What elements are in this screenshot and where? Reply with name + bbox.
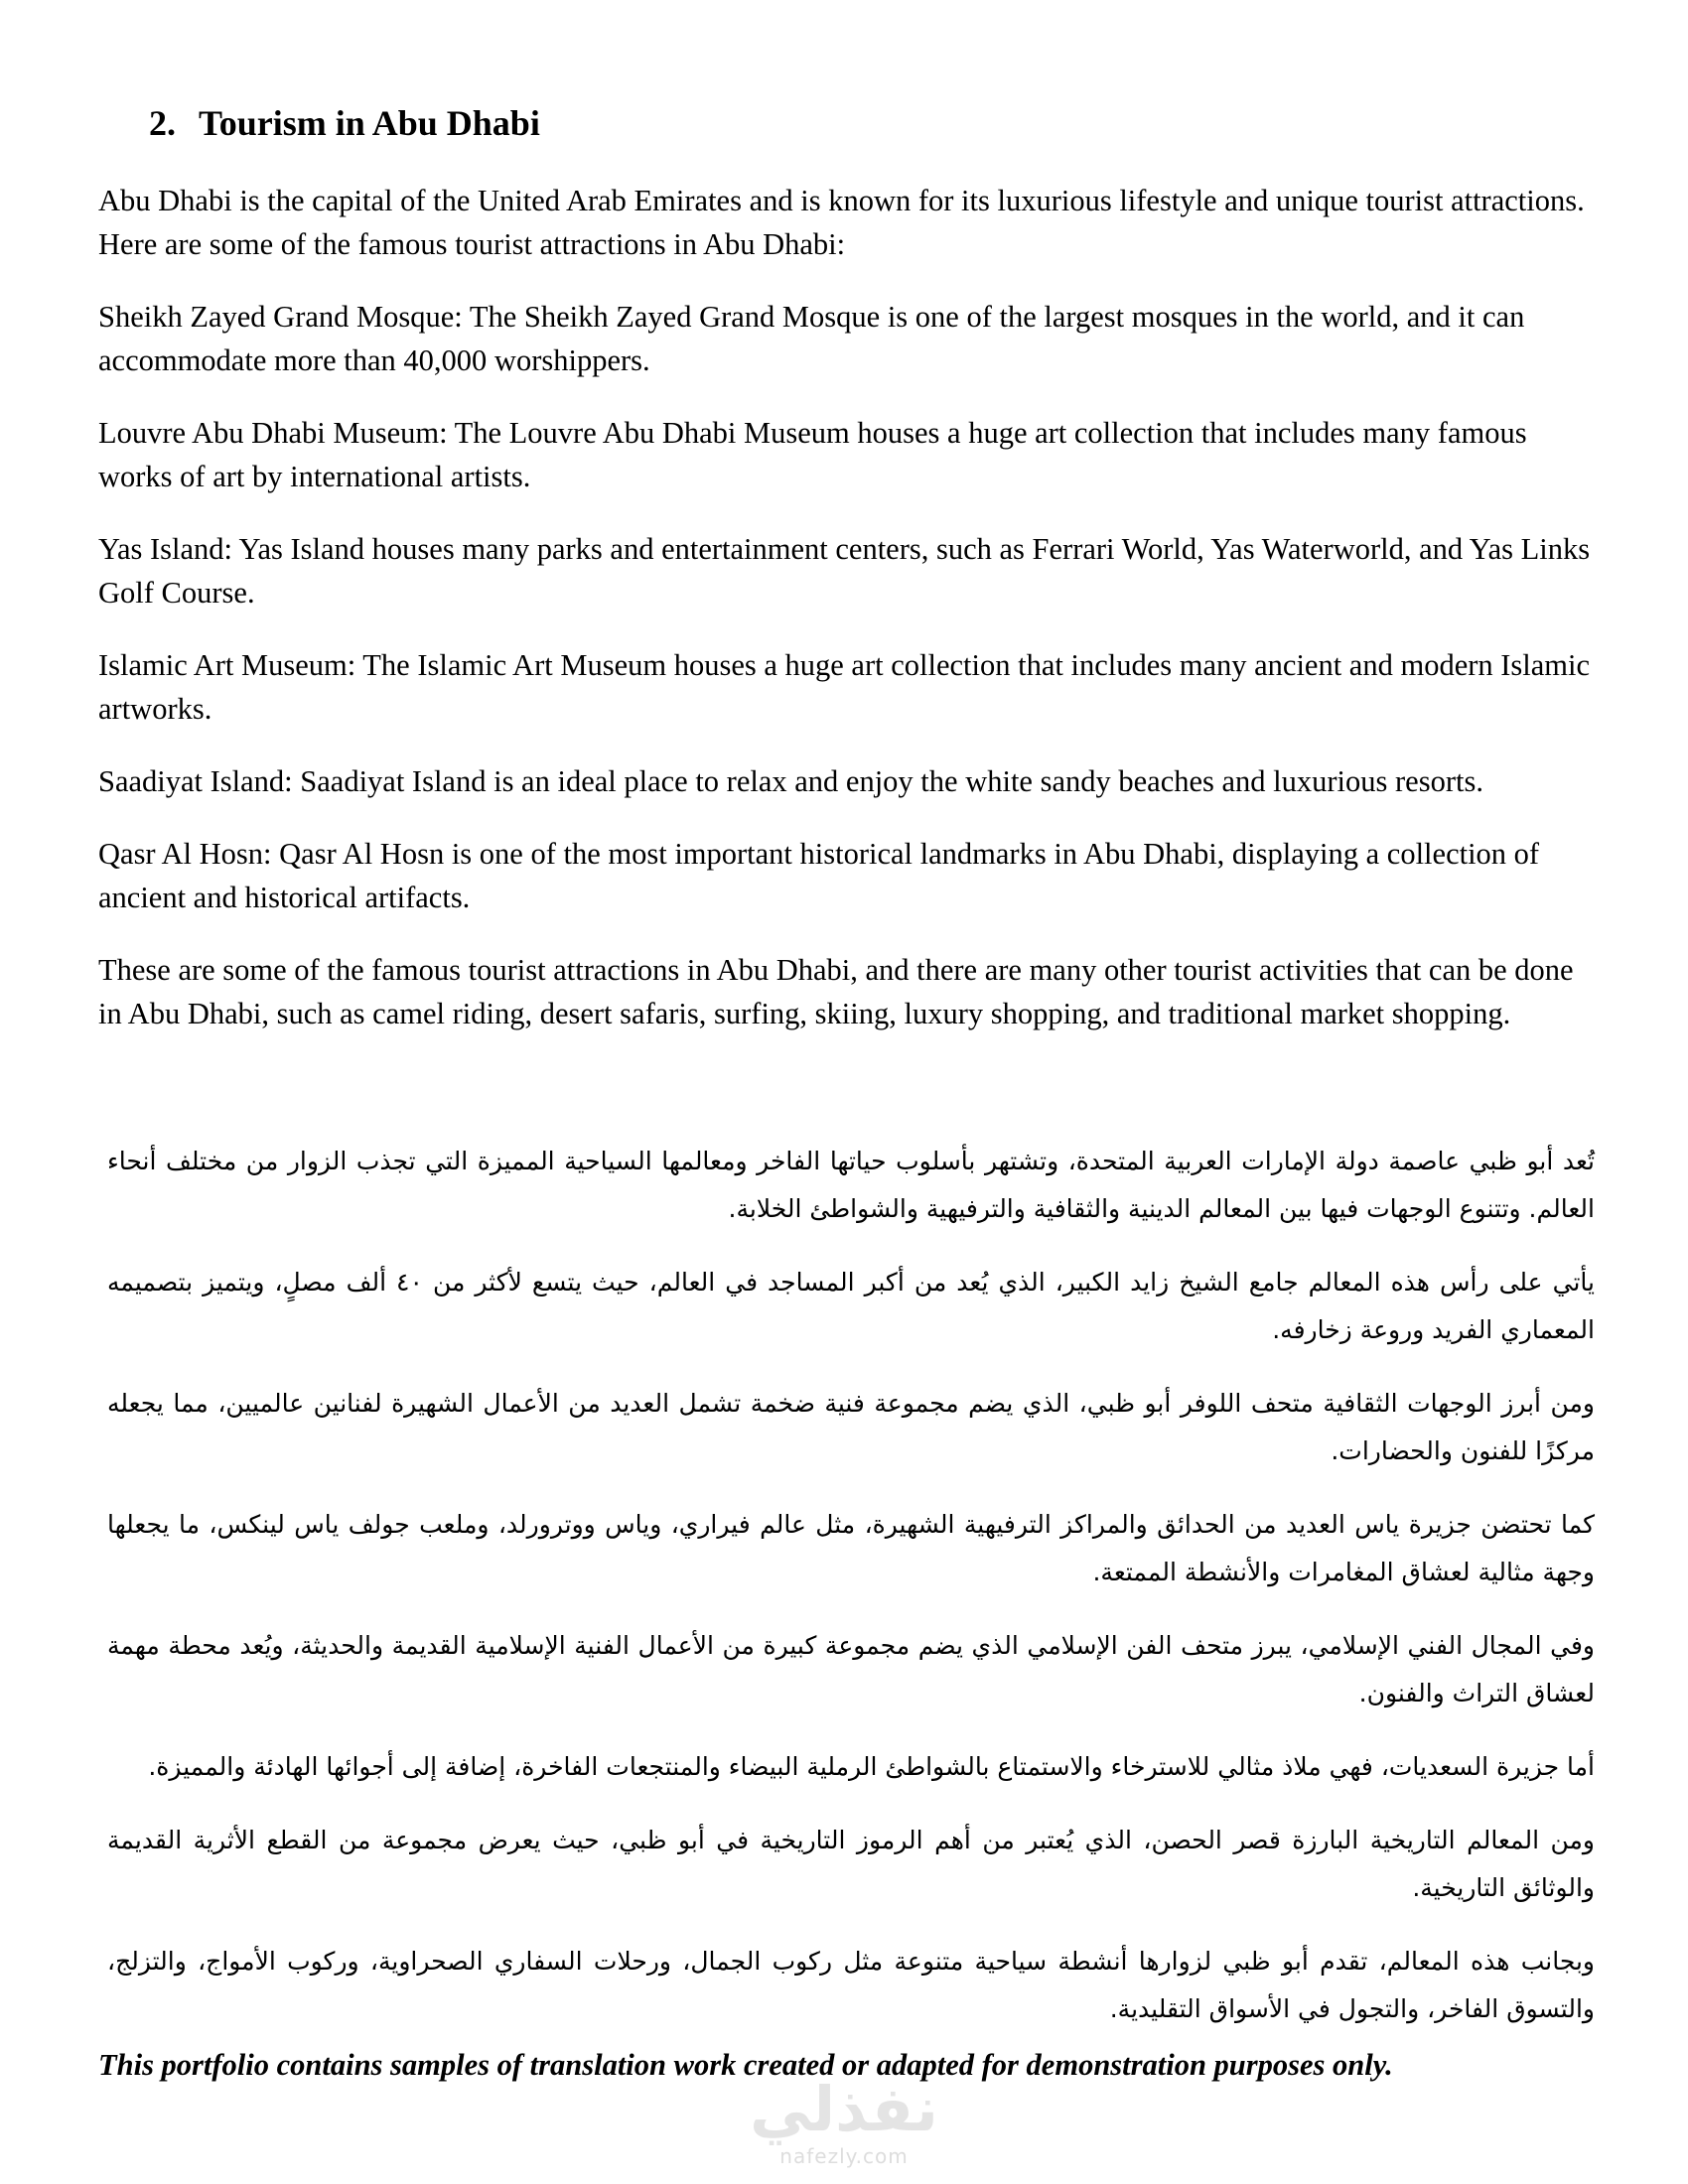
section-heading: [149, 99, 540, 147]
section-title: Tourism in Abu Dhabi: [199, 103, 540, 143]
arabic-paragraph-grand-mosque: يأتي على رأس هذه المعالم جامع الشيخ زايد الكبير، الذي يُعد من أكبر المساجد في العالم، حيث يتسع لأكثر من ٤٠ ألف مصلٍ، ويتميز بتصميمه المعماري الفريد وروعة زخارفه.: [107, 1268, 1596, 1344]
english-paragraph-islamic-art: Islamic Art Museum: The Islamic Art Museum houses a huge art collection that includes many ancient and modern Islamic artworks.: [98, 648, 1591, 726]
arabic-paragraph-intro: تُعد أبو ظبي عاصمة دولة الإمارات العربية المتحدة، وتشتهر بأسلوب حياتها الفاخر ومعالمها السياحية المميزة التي تجذب الزوار من مختلف أنحاء العالم. وتتنوع الوجهات فيها بين المعالم الدينية والثقافية والترفيهية والشواطئ الخلابة.: [107, 1147, 1595, 1223]
english-paragraph-intro: Abu Dhabi is the capital of the United Arab Emirates and is known for its luxurious lifestyle and unique tourist attractions. Here are some of the famous tourist attractions in Abu Dhabi:: [98, 184, 1585, 261]
arabic-paragraph-conclusion: وبجانب هذه المعالم، تقدم أبو ظبي لزوارها أنشطة سياحية متنوعة مثل ركوب الجمال، ورحلات السفاري الصحراوية، وركوب الأمواج، والتزلج، والتسوق الفاخر، والتجول في الأسواق التقليدية.: [107, 1947, 1595, 2023]
section-number: 2.: [149, 103, 176, 143]
watermark-logo: نفذلي: [750, 2073, 938, 2145]
portfolio-disclaimer: This portfolio contains samples of translation work created or adapted for demonstration purposes only.: [98, 2048, 1393, 2082]
arabic-text-block: [107, 1138, 1595, 2059]
arabic-paragraph-yas-island: كما تحتضن جزيرة ياس العديد من الحدائق والمراكز الترفيهية الشهيرة، مثل عالم فيراري، وياس ووترورلد، وملعب جولف ياس لينكس، ما يجعلها وجهة مثالية لعشاق المغامرات والأنشطة الممتعة.: [107, 1510, 1595, 1586]
watermark-url: nafezly.com: [779, 2144, 909, 2168]
english-paragraph-yas-island: Yas Island: Yas Island houses many parks and entertainment centers, such as Ferrari World, Yas Waterworld, and Yas Links Golf Course.: [98, 532, 1591, 610]
arabic-paragraph-louvre: ومن أبرز الوجهات الثقافية متحف اللوفر أبو ظبي، الذي يضم مجموعة فنية ضخمة تشمل العديد من الأعمال الشهيرة لفنانين عالميين، مما يجعله مركزًا للفنون والحضارات.: [107, 1389, 1595, 1465]
arabic-paragraph-saadiyat: أما جزيرة السعديات، فهي ملاذ مثالي للاسترخاء والاستمتاع بالشواطئ الرملية البيضاء والمنتجعات الفاخرة، إضافة إلى أجوائها الهادئة والمميزة.: [148, 1752, 1595, 1781]
english-paragraph-grand-mosque: Sheikh Zayed Grand Mosque: The Sheikh Zayed Grand Mosque is one of the largest mosques in the world, and it can accommodate more than 40,000 worshippers.: [98, 300, 1525, 377]
nafezly-watermark: [735, 2075, 953, 2168]
english-paragraph-louvre: Louvre Abu Dhabi Museum: The Louvre Abu Dhabi Museum houses a huge art collection that includes many famous works of art by international artists.: [98, 416, 1527, 493]
english-paragraph-saadiyat: Saadiyat Island: Saadiyat Island is an ideal place to relax and enjoy the white sandy beaches and luxurious resorts.: [98, 764, 1483, 798]
arabic-paragraph-islamic-art: وفي المجال الفني الإسلامي، يبرز متحف الفن الإسلامي الذي يضم مجموعة كبيرة من الأعمال الفنية الإسلامية القديمة والحديثة، ويُعد محطة مهمة لعشاق التراث والفنون.: [107, 1631, 1595, 1707]
english-text-block: [98, 179, 1598, 1064]
arabic-paragraph-qasr-al-hosn: ومن المعالم التاريخية البارزة قصر الحصن، الذي يُعتبر من أهم الرموز التاريخية في أبو ظبي، حيث يعرض مجموعة من القطع الأثرية القديمة والوثائق التاريخية.: [107, 1826, 1595, 1902]
english-paragraph-conclusion: These are some of the famous tourist attractions in Abu Dhabi, and there are many other tourist activities that can be done in Abu Dhabi, such as camel riding, desert safaris, surfing, skiing, luxury shopping, and traditional market shopping.: [98, 953, 1574, 1030]
english-paragraph-qasr-al-hosn: Qasr Al Hosn: Qasr Al Hosn is one of the most important historical landmarks in Abu Dhabi, displaying a collection of ancient and historical artifacts.: [98, 837, 1540, 914]
